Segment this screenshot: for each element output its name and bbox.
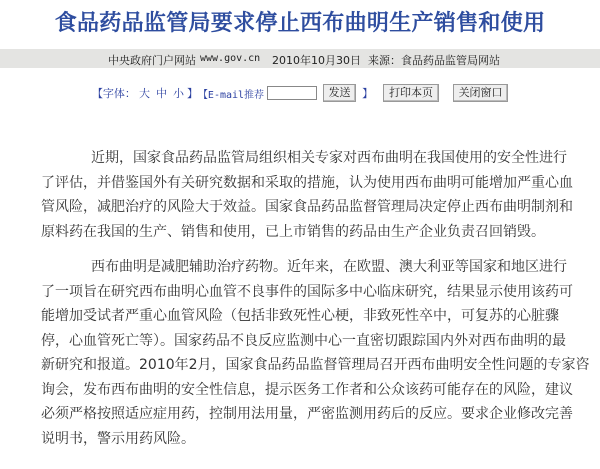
text-line: 了评估，并借鉴国外有关研究数据和采取的措施，认为使用西布曲明可能增加严重心血 bbox=[41, 174, 573, 191]
text-line: 能增加受试者严重心血管风险（包括非致死性心梗，非致死性卒中，可复苏的心脏骤 bbox=[41, 308, 559, 324]
font-small-link[interactable]: 小 bbox=[172, 87, 184, 100]
text-line: 原料药在我国的生产、销售和使用，已上市销售的药品由生产企业负责召回销毁。 bbox=[41, 223, 545, 240]
close-window-button[interactable]: 关闭窗口 bbox=[453, 84, 508, 102]
site-url: www.gov.cn bbox=[200, 53, 261, 64]
font-large-link[interactable]: 大 bbox=[138, 87, 150, 100]
email-input[interactable] bbox=[267, 86, 317, 100]
font-size-bracket: 】 bbox=[186, 87, 198, 100]
site-name: 中央政府门户网站 bbox=[108, 54, 196, 67]
text-line: 了一项旨在研究西布曲明心血管不良事件的国际多中心临床研究，结果显示使用该药可 bbox=[41, 283, 573, 300]
font-medium-link[interactable]: 中 bbox=[155, 87, 167, 100]
text-line: 说明书，警示用药风险。 bbox=[41, 430, 195, 447]
text-line: 新研究和报道。2010年2月，国家食品药品监督管理局召开西布曲明安全性问题的专家咨 bbox=[41, 357, 590, 373]
text-line: 西布曲明是减肥辅助治疗药物。近年来，在欧盟、澳大利亚等国家和地区进行 bbox=[91, 259, 567, 275]
article-toolbar bbox=[0, 83, 600, 103]
article-source: 来源：食品药品监管局网站 bbox=[368, 54, 500, 67]
email-bracket: 】 bbox=[362, 87, 374, 100]
article-paragraph-1 bbox=[41, 146, 571, 244]
article-info-bar bbox=[0, 49, 600, 68]
article-title: 食品药品监管局要求停止西布曲明生产销售和使用 bbox=[54, 10, 546, 36]
email-recommend-label: 【E-mail推荐 bbox=[197, 89, 265, 101]
send-button[interactable]: 发送 bbox=[323, 84, 356, 102]
text-line: 近期，国家食品药品监管局组织相关专家对西布曲明在我国使用的安全性进行 bbox=[91, 150, 567, 166]
text-line: 管风险，减肥治疗的风险大于效益。国家食品药品监督管理局决定停止西布曲明制剂和 bbox=[41, 199, 573, 215]
text-line: 询会，发布西布曲明的安全性信息，提示医务工作者和公众该药可能存在的风险，建议 bbox=[41, 381, 573, 398]
publish-date: 2010年10月30日 bbox=[272, 54, 361, 67]
font-size-label: 【字体： bbox=[91, 87, 136, 100]
article-paragraph-2 bbox=[41, 255, 590, 451]
text-line: 停，心血管死亡等）。国家药品不良反应监测中心一直密切跟踪国内外对西布曲明的最 bbox=[41, 332, 566, 349]
print-page-button[interactable]: 打印本页 bbox=[383, 84, 439, 102]
text-line: 必须严格按照适应症用药，控制用法用量，严密监测用药后的反应。要求企业修改完善 bbox=[41, 406, 573, 422]
